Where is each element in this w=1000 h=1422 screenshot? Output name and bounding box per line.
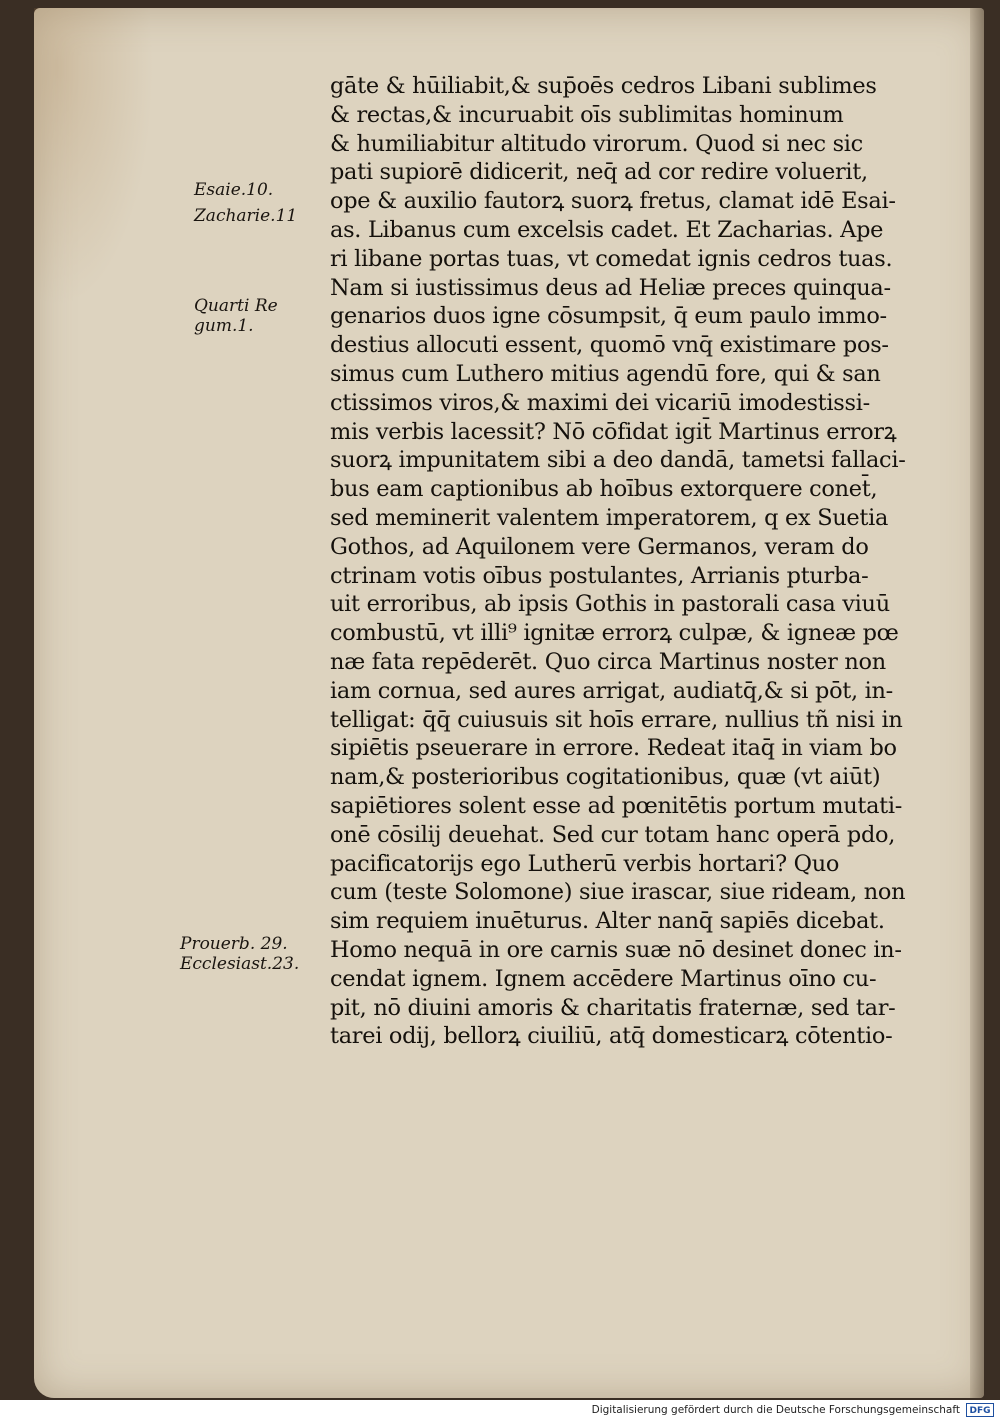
text-line: pit, nō diuini amoris & charitatis fraternæ, sed tar- [330,994,896,1021]
text-line: sapiētiores solent esse ad pœnitētis portum mutati- [330,792,903,819]
dfg-logo: DFG [966,1403,994,1417]
footer-credit: Digitalisierung gefördert durch die Deutsche Forschungsgemeinschaft [591,1404,960,1416]
text-line: sed meminerit valentem imperatorem, q ex Suetia [330,504,889,531]
page-edge [970,8,984,1398]
text-line: pati supiorē didicerit, neq̄ ad cor redire voluerit, [330,159,868,186]
text-line: genarios duos igne cōsumpsit, q̄ eum paulo immo- [330,303,887,330]
text-line: simus cum Luthero mitius agendū fore, qui & san [330,360,881,387]
text-line: næ fata repēderēt. Quo circa Martinus noster non [330,648,886,675]
text-line: sipiētis pseuerare in errore. Redeat itaq̄ in viam bo [330,735,897,762]
text-line: onē cōsilij deuehat. Sed cur totam hanc operā pdo, [330,821,896,848]
text-line: gāte & hūiliabit,& sup̄oēs cedros Libani sublimes [330,73,877,99]
margin-note-prouerb: Prouerb. 29. Ecclesiast.23. [180,934,300,974]
footer-bar [0,1400,1000,1422]
margin-note-zacharie: Zacharie.11 [194,206,298,226]
text-line: ctissimos viros,& maximi dei vicariū imodestissi- [330,389,870,416]
text-line: suorꝝ impunitatem sibi a deo dandā, tametsi fallaci- [330,447,906,474]
text-line: Homo nequā in ore carnis suæ nō desinet donec in- [330,936,902,963]
text-line: ri libane portas tuas, vt comedat ignis cedros tuas. [330,245,893,272]
margin-note-quarti-regum: Quarti Re gum.1. [194,296,278,336]
margin-note-esaie: Esaie.10. [194,180,274,200]
text-line: destius allocuti essent, quomō vnq̄ existimare pos- [330,332,889,359]
text-line: ctrinam votis oībus postulantes, Arrianis pturba- [330,562,869,589]
text-line: Gothos, ad Aquilonem vere Germanos, veram do [330,533,869,560]
text-line: combustū, vt illi⁹ ignitæ errorꝝ culpæ, & igneæ pœ [330,620,899,647]
text-line: cendat ignem. Ignem accēdere Martinus oīno cu- [330,965,877,992]
text-line: telligat: q̄q̄ cuiusuis sit hoīs errare, nullius tñ nisi in [330,706,903,733]
text-line: iam cornua, sed aures arrigat, audiatq̄,& si pōt, in- [330,677,893,704]
text-line: cum (teste Solomone) siue irascar, siue rideam, non [330,879,906,906]
main-text-block [330,72,960,1051]
text-line: as. Libanus cum excelsis cadet. Et Zacharias. Ape [330,216,884,243]
text-line: nam,& posterioribus cogitationibus, quæ (vt aiūt) [330,764,881,791]
text-line: mis verbis lacessit? Nō cōfidat igit̄ Martinus errorꝝ [330,418,897,445]
text-line: sim requiem inuēturus. Alter nanq̄ sapiēs dicebat. [330,908,885,935]
page-stain [34,8,154,308]
text-line: & rectas,& incuruabit oīs sublimitas hominum [330,101,844,128]
text-line: Nam si iustissimus deus ad Heliæ preces quinqua- [330,274,891,301]
text-line: uit erroribus, ab ipsis Gothis in pastorali casa viuū [330,591,890,618]
text-line: tarei odij, bellorꝝ ciuiliū, atq̄ domesticarꝝ cōtentio- [330,1023,893,1050]
text-line: & humiliabitur altitudo virorum. Quod si nec sic [330,130,863,157]
text-line: bus eam captionibus ab hoībus extorquere conet̄, [330,476,878,503]
text-line: ope & auxilio fautorꝝ suorꝝ fretus, clamat idē Esai- [330,188,896,215]
text-line: pacificatorijs ego Lutherū verbis hortari? Quo [330,850,840,877]
